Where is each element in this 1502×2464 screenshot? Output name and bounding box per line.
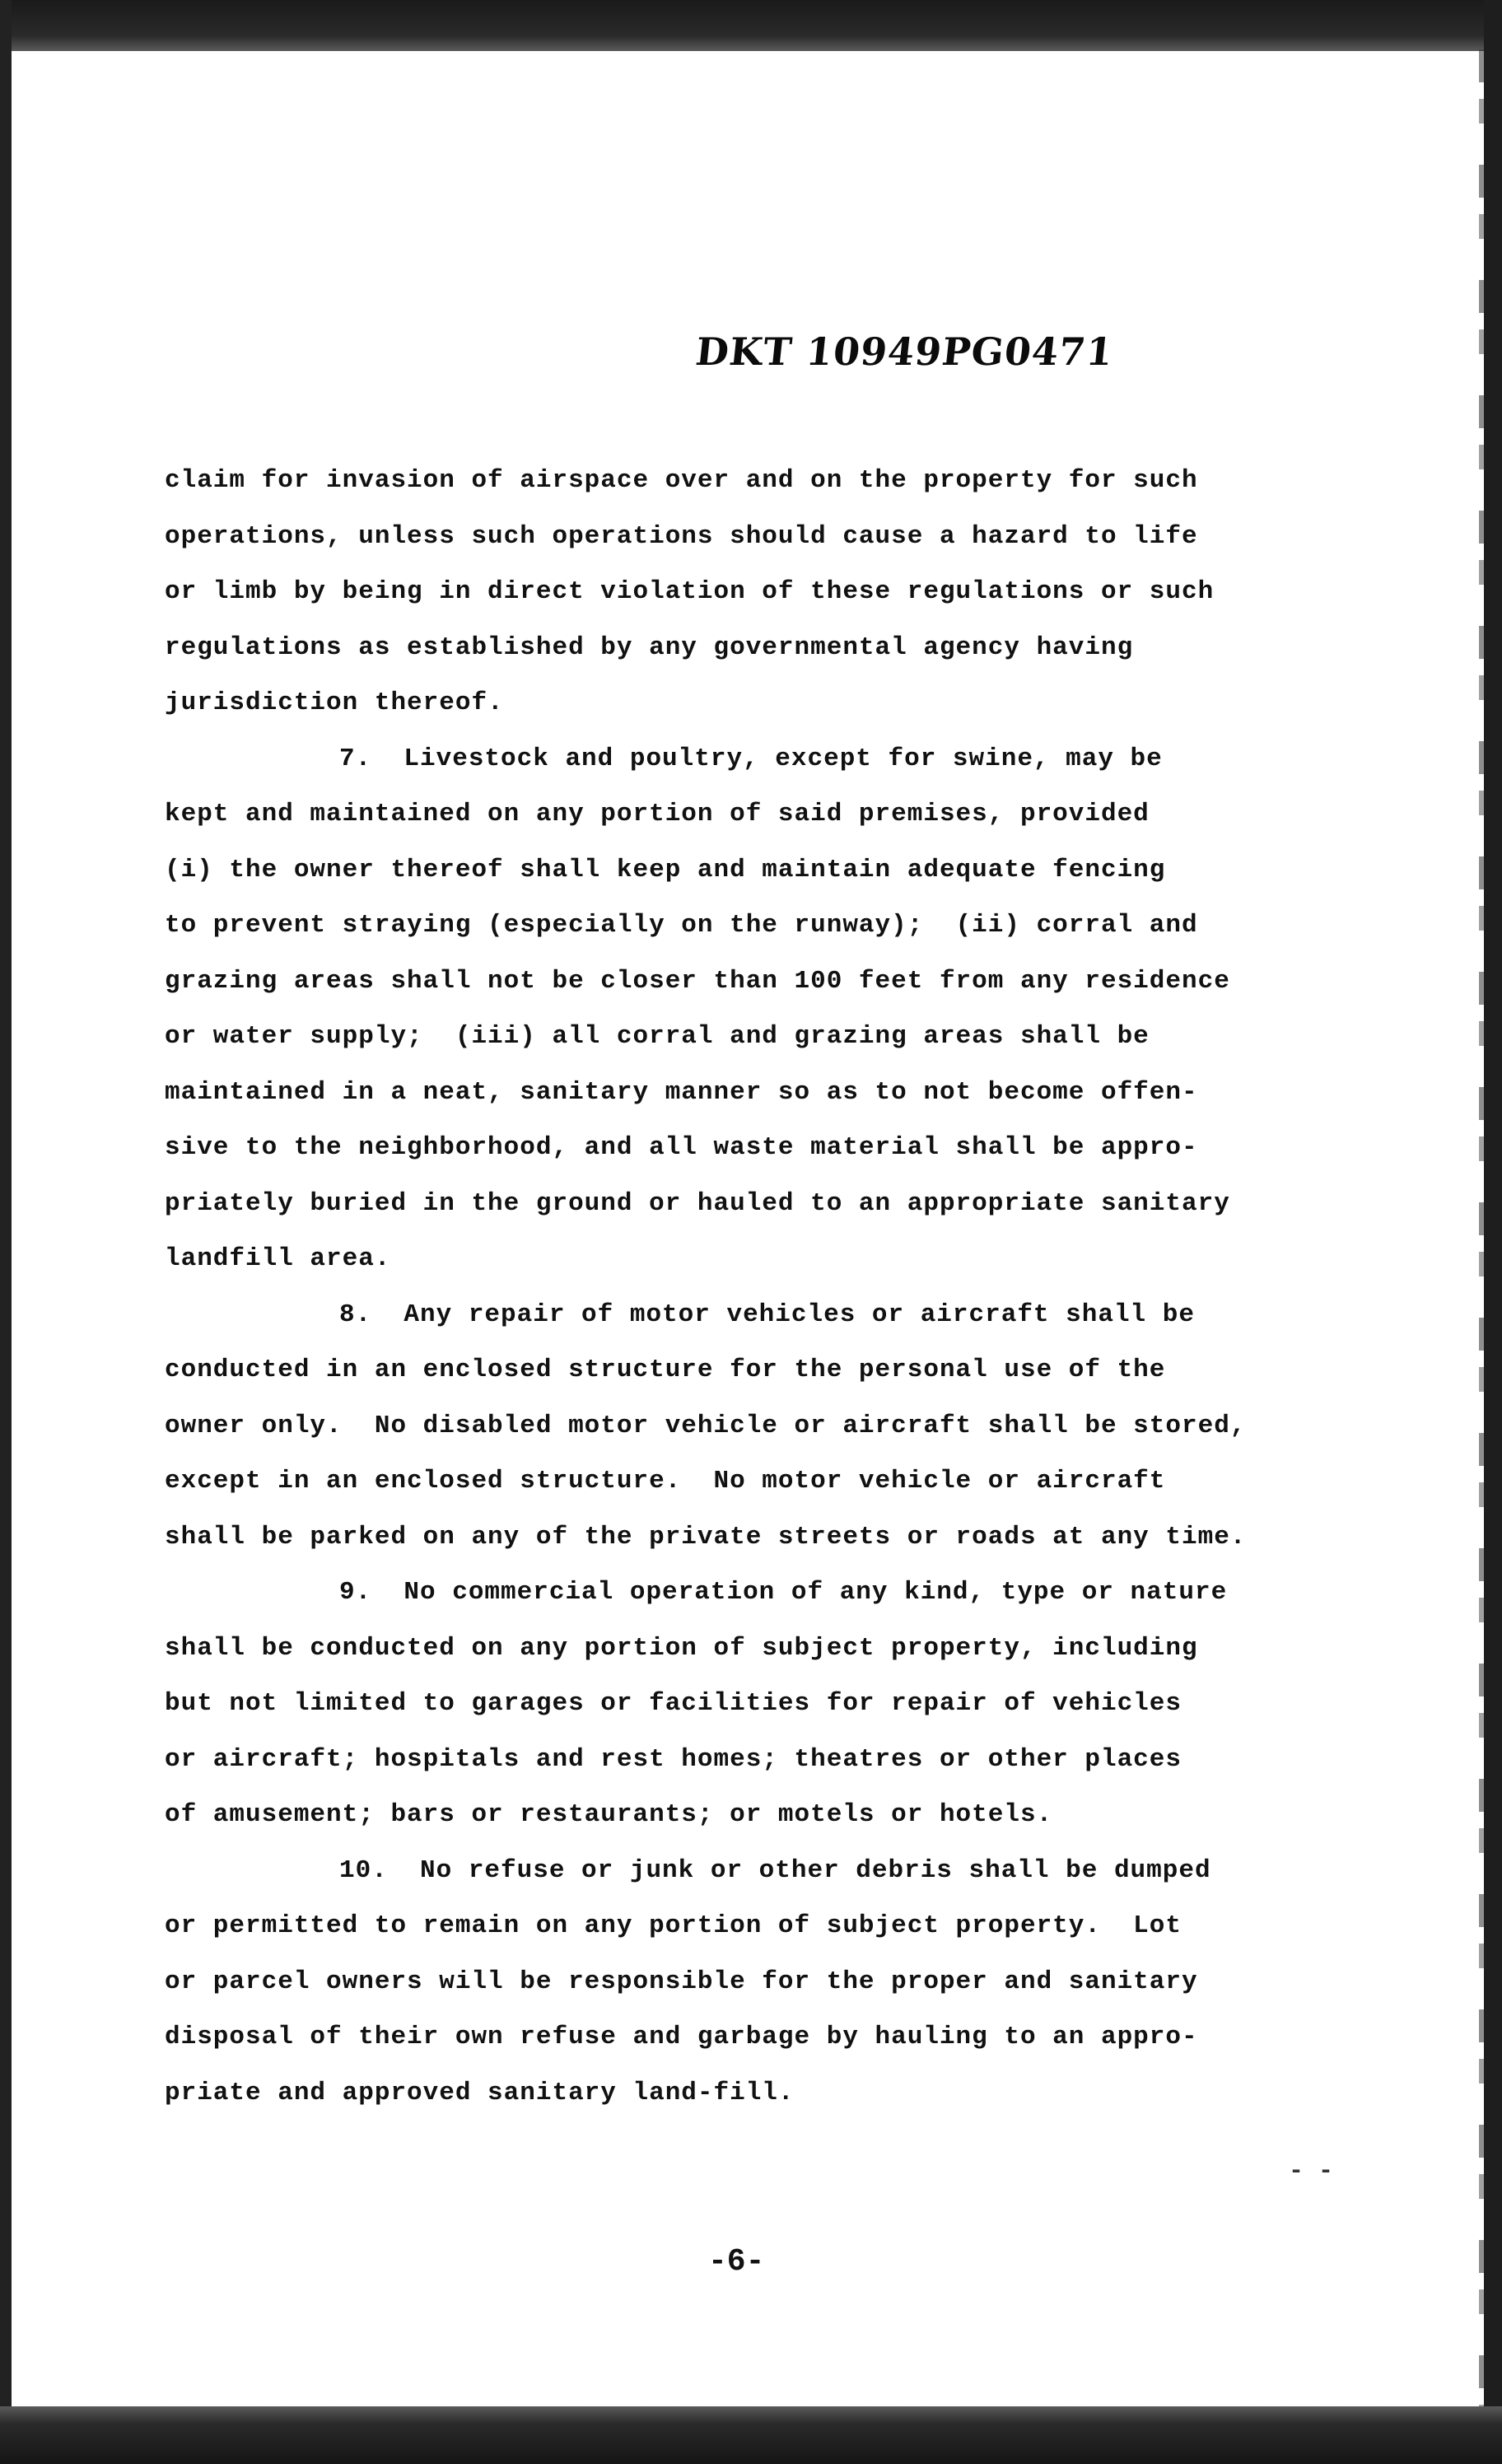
- paragraph-8: [165, 1287, 1334, 1566]
- text-line: landfill area.: [165, 1244, 391, 1273]
- text-line: to prevent straying (especially on the runway); (ii) corral and: [165, 911, 1198, 940]
- scan-border-right: [1484, 0, 1502, 2464]
- text-line: conducted in an enclosed structure for the personal use of the: [165, 1356, 1166, 1384]
- scan-border-bottom: [0, 2406, 1502, 2464]
- document-body: [165, 453, 1334, 2121]
- scan-border-top: [0, 0, 1502, 51]
- text-line: shall be parked on any of the private streets or roads at any time.: [165, 1522, 1247, 1552]
- scan-border-right-shadow: [1479, 49, 1484, 2413]
- text-line: or aircraft; hospitals and rest homes; theatres or other places: [165, 1744, 1182, 1774]
- text-line: operations, unless such operations should cause a hazard to life: [165, 521, 1198, 551]
- paragraph-7: [165, 731, 1334, 1287]
- text-line: priately buried in the ground or hauled to an appropriate sanitary: [165, 1188, 1230, 1218]
- paragraph-continuation: [165, 453, 1334, 731]
- text-line: shall be conducted on any portion of subject property, including: [165, 1633, 1198, 1663]
- text-line: of amusement; bars or restaurants; or motels or hotels.: [165, 1800, 1053, 1829]
- paragraph-9: [165, 1565, 1334, 1843]
- text-line: (i) the owner thereof shall keep and maintain adequate fencing: [165, 855, 1166, 884]
- text-line: except in an enclosed structure. No motor vehicle or aircraft: [165, 1467, 1166, 1496]
- text-line: jurisdiction thereof.: [165, 688, 504, 717]
- text-line: 8. Any repair of motor vehicles or aircraft shall be: [339, 1300, 1195, 1329]
- text-line: but not limited to garages or facilities for repair of vehicles: [165, 1689, 1182, 1718]
- text-line: or water supply; (iii) all corral and grazing areas shall be: [165, 1022, 1150, 1051]
- text-line: or parcel owners will be responsible for the proper and sanitary: [165, 1967, 1198, 1996]
- scan-border-left: [0, 0, 12, 2464]
- text-line: priate and approved sanitary land-fill.: [165, 2078, 795, 2107]
- text-line: 9. No commercial operation of any kind, type or nature: [339, 1578, 1228, 1607]
- paragraph-10: [165, 1843, 1334, 2121]
- text-line: grazing areas shall not be closer than 100 feet from any residence: [165, 966, 1230, 996]
- recording-stamp: DKT 10949PG0471: [693, 329, 1116, 374]
- text-line: claim for invasion of airspace over and on the property for such: [165, 466, 1198, 495]
- text-line: owner only. No disabled motor vehicle or aircraft shall be stored,: [165, 1411, 1247, 1440]
- text-line: sive to the neighborhood, and all waste material shall be appro-: [165, 1133, 1198, 1162]
- page-number: -6-: [708, 2244, 765, 2280]
- text-line: 7. Livestock and poultry, except for swine, may be: [339, 744, 1163, 773]
- text-line: or limb by being in direct violation of these regulations or such: [165, 577, 1215, 606]
- text-line: 10. No refuse or junk or other debris shall be dumped: [339, 1855, 1211, 1885]
- text-line: regulations as established by any governmental agency having: [165, 632, 1134, 662]
- text-line: or permitted to remain on any portion of subject property. Lot: [165, 1911, 1182, 1940]
- margin-mark: - -: [1289, 2158, 1334, 2186]
- text-line: maintained in a neat, sanitary manner so as to not become offen-: [165, 1077, 1198, 1107]
- text-line: kept and maintained on any portion of said premises, provided: [165, 800, 1150, 828]
- text-line: disposal of their own refuse and garbage by hauling to an appro-: [165, 2023, 1198, 2051]
